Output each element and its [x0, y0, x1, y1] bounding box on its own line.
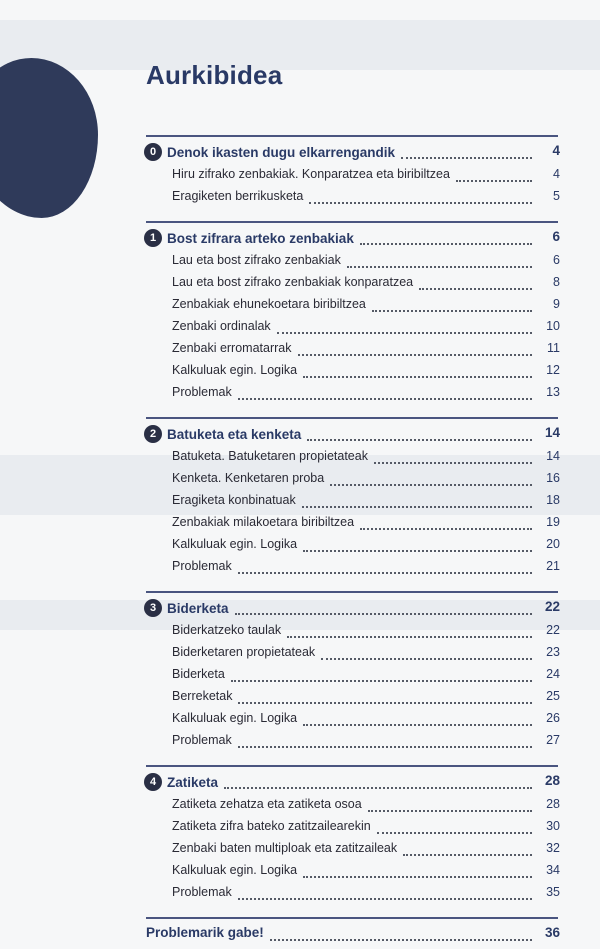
- toc-entry-text: Zatiketa zehatza eta zatiketa osoa: [172, 797, 362, 811]
- toc-entry-text: Biderkatzeko taulak: [172, 623, 282, 637]
- toc-entry[interactable]: [146, 449, 560, 471]
- toc-entry[interactable]: [146, 341, 560, 363]
- toc-entry-text: Problemak: [172, 385, 232, 399]
- toc-entry-text: Zenbaki erromatarrak: [172, 341, 292, 355]
- toc-entry-text: Eragiketa konbinatuak: [172, 493, 296, 507]
- toc-entry-label: [172, 167, 450, 181]
- toc-entry-label: [172, 797, 362, 811]
- page-number: 4: [552, 143, 560, 158]
- toc-entry-label: [172, 623, 281, 637]
- page-number: 14: [546, 449, 560, 463]
- page-number: 9: [553, 297, 560, 311]
- chapter-divider: [146, 591, 558, 593]
- toc-entry-text: Lau eta bost zifrako zenbakiak: [172, 253, 341, 267]
- chapter-number-badge: 3: [144, 599, 162, 617]
- toc-entry[interactable]: [146, 645, 560, 667]
- dot-leader: [368, 810, 532, 812]
- dot-leader: [321, 658, 532, 660]
- toc-entry[interactable]: [146, 515, 560, 537]
- toc-entry-text: Biderketaren propietateak: [172, 645, 316, 659]
- dot-leader: [287, 636, 532, 638]
- chapter-number-badge: 4: [144, 773, 162, 791]
- toc-entry-label: [172, 385, 232, 399]
- toc-entry[interactable]: [146, 667, 560, 689]
- chapter-heading-label: [146, 425, 301, 443]
- section-gap: [146, 581, 560, 591]
- dot-leader: [347, 266, 532, 268]
- section-gap: [146, 407, 560, 417]
- toc-entry[interactable]: [146, 689, 560, 711]
- page-number: 16: [546, 471, 560, 485]
- toc-entry-text: Eragiketen berrikusketa: [172, 189, 304, 203]
- dot-leader: [360, 528, 532, 530]
- page-number: 21: [546, 559, 560, 573]
- toc-entry-label: [172, 493, 296, 507]
- toc-entry[interactable]: [146, 253, 560, 275]
- dot-leader: [238, 572, 532, 574]
- page-number: 22: [544, 599, 560, 614]
- chapter-number-badge: 0: [144, 143, 162, 161]
- toc-entry-text: Lau eta bost zifrako zenbakiak konparatzea: [172, 275, 414, 289]
- dot-leader: [307, 439, 532, 441]
- dot-leader: [377, 832, 532, 834]
- dot-leader: [277, 332, 532, 334]
- toc-entry[interactable]: [146, 471, 560, 493]
- toc-entry-label: [172, 863, 297, 877]
- page-number: 27: [546, 733, 560, 747]
- dot-leader: [270, 939, 532, 941]
- chapter-heading-text: Biderketa: [167, 600, 229, 616]
- chapter-heading-label: [146, 229, 354, 247]
- toc-entry[interactable]: [146, 711, 560, 733]
- toc-entry-text: Zenbaki ordinalak: [172, 319, 271, 333]
- dot-leader: [238, 746, 532, 748]
- final-entry-text: Problemarik gabe!: [146, 925, 264, 940]
- toc-entry[interactable]: [146, 319, 560, 341]
- page-number: 36: [544, 925, 560, 940]
- toc-entry[interactable]: [146, 819, 560, 841]
- toc-entry-label: [172, 711, 297, 725]
- toc-entry[interactable]: [146, 537, 560, 559]
- toc-entry-label: [172, 841, 397, 855]
- toc-entry-label: [172, 689, 232, 703]
- dot-leader: [330, 484, 532, 486]
- chapter-heading-label: [146, 773, 218, 791]
- page-number: 6: [552, 229, 560, 244]
- chapter-heading-text: Batuketa eta kenketa: [167, 426, 302, 442]
- page-title: Aurkibidea: [146, 60, 283, 90]
- toc-entry-label: [172, 319, 271, 333]
- page-number: 28: [546, 797, 560, 811]
- dot-leader: [238, 702, 532, 704]
- chapter-heading[interactable]: [146, 773, 560, 797]
- chapter-heading[interactable]: [146, 143, 560, 167]
- dot-leader: [456, 180, 532, 182]
- toc-entry-label: [172, 819, 371, 833]
- toc-entry-label: [172, 363, 297, 377]
- toc-entry[interactable]: [146, 189, 560, 211]
- toc-entry[interactable]: [146, 623, 560, 645]
- dot-leader: [401, 157, 532, 159]
- chapter-divider: [146, 765, 558, 767]
- page-number: 28: [544, 773, 560, 788]
- dot-leader: [403, 854, 532, 856]
- toc-entry-text: Problemak: [172, 733, 232, 747]
- chapter-divider: [146, 221, 558, 223]
- toc-entry-label: [172, 275, 413, 289]
- toc-entry[interactable]: [146, 797, 560, 819]
- toc-entry[interactable]: [146, 385, 560, 407]
- dot-leader: [303, 376, 532, 378]
- toc-entry-text: Zenbakiak ehunekoetara biribiltzea: [172, 297, 366, 311]
- toc-entry-text: Zatiketa zifra bateko zatitzailearekin: [172, 819, 371, 833]
- dot-leader: [303, 876, 532, 878]
- dot-leader: [374, 462, 532, 464]
- toc-entry-label: [172, 537, 297, 551]
- toc-entry[interactable]: [146, 363, 560, 385]
- toc-entry[interactable]: [146, 885, 560, 907]
- toc-entry-label: [172, 253, 341, 267]
- page-number: 30: [546, 819, 560, 833]
- dot-leader: [238, 898, 532, 900]
- toc-entry-text: Biderketa: [172, 667, 225, 681]
- toc-entry[interactable]: [146, 167, 560, 189]
- chapter-divider: [146, 135, 558, 137]
- dot-leader: [298, 354, 533, 356]
- page-number: 35: [546, 885, 560, 899]
- dot-leader: [309, 202, 532, 204]
- toc-entry[interactable]: [146, 493, 560, 515]
- toc-entry-text: Batuketa. Batuketaren propietateak: [172, 449, 368, 463]
- page-number: 5: [553, 189, 560, 203]
- toc-entry-text: Kalkuluak egin. Logika: [172, 537, 298, 551]
- page-number: 18: [546, 493, 560, 507]
- ghost-band: [0, 20, 600, 70]
- toc-entry[interactable]: [146, 297, 560, 319]
- toc-entry-text: Kalkuluak egin. Logika: [172, 711, 298, 725]
- toc-entry-text: Kalkuluak egin. Logika: [172, 363, 298, 377]
- page-number: 25: [546, 689, 560, 703]
- chapter-divider: [146, 417, 558, 419]
- chapter-heading-label: [146, 599, 229, 617]
- toc-entry-text: Kenketa. Kenketaren proba: [172, 471, 325, 485]
- page-number: 6: [553, 253, 560, 267]
- section-gap: [146, 755, 560, 765]
- toc-entry[interactable]: [146, 559, 560, 581]
- toc-entry-label: [172, 297, 366, 311]
- toc-entry-text: Problemak: [172, 885, 232, 899]
- toc-entry-text: Zenbakiak milakoetara biribiltzea: [172, 515, 355, 529]
- chapter-heading[interactable]: [146, 425, 560, 449]
- chapter-heading[interactable]: [146, 229, 560, 253]
- dot-leader: [372, 310, 532, 312]
- page-number: 19: [546, 515, 560, 529]
- toc-entry-text: Problemak: [172, 559, 232, 573]
- page-number: 22: [546, 623, 560, 637]
- dot-leader: [235, 613, 532, 615]
- page-number: 12: [546, 363, 560, 377]
- toc-entry-label: [172, 515, 354, 529]
- toc-entry-text: Hiru zifrako zenbakiak. Konparatzea eta biribiltzea: [172, 167, 450, 181]
- chapter-heading-text: Bost zifrara arteko zenbakiak: [167, 230, 354, 246]
- final-entry[interactable]: [146, 925, 560, 949]
- toc-entry-text: Kalkuluak egin. Logika: [172, 863, 298, 877]
- dot-leader: [419, 288, 532, 290]
- toc-entry-label: [172, 471, 324, 485]
- page-number: 11: [547, 341, 560, 355]
- dot-leader: [360, 243, 532, 245]
- toc-entry-label: [172, 189, 303, 203]
- page-number: 8: [553, 275, 560, 289]
- page-number: 20: [546, 537, 560, 551]
- chapter-heading-text: Zatiketa: [167, 774, 219, 790]
- chapter-heading[interactable]: [146, 599, 560, 623]
- toc-entry-text: Berreketak: [172, 689, 233, 703]
- dot-leader: [303, 724, 532, 726]
- toc-entry-label: [172, 667, 225, 681]
- section-gap: [146, 211, 560, 221]
- dot-leader: [303, 550, 532, 552]
- toc-entry-text: Zenbaki baten multiploak eta zatitzaileak: [172, 841, 398, 855]
- page-number: 24: [546, 667, 560, 681]
- toc-entry-label: [172, 733, 232, 747]
- page-number: 14: [544, 425, 560, 440]
- toc-entry[interactable]: [146, 841, 560, 863]
- dot-leader: [238, 398, 532, 400]
- table-of-contents: [146, 135, 560, 949]
- dot-leader: [302, 506, 532, 508]
- decorative-blob: [0, 58, 98, 218]
- page-number: 10: [546, 319, 560, 333]
- toc-entry-label: [172, 885, 232, 899]
- toc-entry-label: [172, 645, 315, 659]
- chapter-heading-label: [146, 143, 395, 161]
- chapter-heading-text: Denok ikasten dugu elkarrengandik: [167, 144, 396, 160]
- page-number: 32: [546, 841, 560, 855]
- final-entry-label: [146, 925, 264, 940]
- toc-entry[interactable]: [146, 275, 560, 297]
- page-number: 34: [546, 863, 560, 877]
- toc-entry-label: [172, 341, 292, 355]
- section-gap: [146, 907, 560, 917]
- toc-entry-label: [172, 559, 232, 573]
- chapter-number-badge: 2: [144, 425, 162, 443]
- dot-leader: [224, 787, 532, 789]
- toc-entry[interactable]: [146, 863, 560, 885]
- page-number: 26: [546, 711, 560, 725]
- toc-entry[interactable]: [146, 733, 560, 755]
- toc-entry-label: [172, 449, 368, 463]
- page-number: 4: [553, 167, 560, 181]
- chapter-number-badge: 1: [144, 229, 162, 247]
- dot-leader: [231, 680, 532, 682]
- page-number: 23: [546, 645, 560, 659]
- page-number: 13: [546, 385, 560, 399]
